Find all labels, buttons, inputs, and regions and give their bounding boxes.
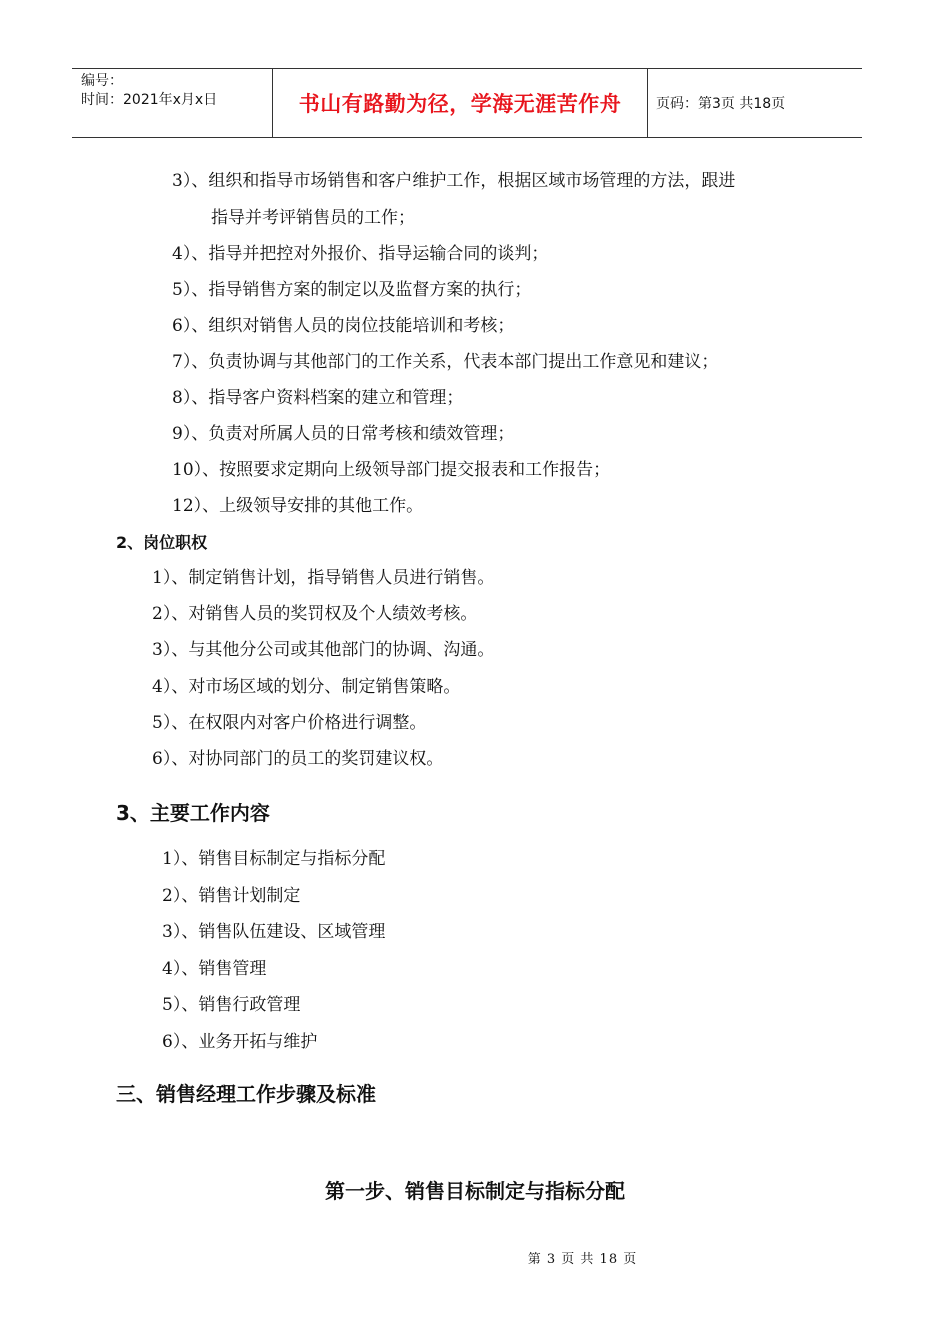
duty-item-7: 7）、负责协调与其他部门的工作关系，代表本部门提出工作意见和建议； xyxy=(172,352,719,372)
number-label: 编号： xyxy=(81,73,123,89)
step-1-heading: 第一步、销售目标制定与指标分配 xyxy=(325,1179,625,1203)
duty-item-3-cont: 指导并考评销售员的工作； xyxy=(211,208,415,228)
authority-item-2: 2）、对销售人员的奖罚权及个人绩效考核。 xyxy=(152,604,478,624)
duty-item-4: 4）、指导并把控对外报价、指导运输合同的谈判； xyxy=(172,244,549,264)
work-item-3: 3）、销售队伍建设、区域管理 xyxy=(162,922,386,942)
section-3-heading: 三、销售经理工作步骤及标准 xyxy=(116,1082,376,1106)
authority-item-6: 6）、对协同部门的员工的奖罚建议权。 xyxy=(152,749,444,769)
duty-item-12: 12）、上级领导安排的其他工作。 xyxy=(172,496,424,516)
authority-item-3: 3）、与其他分公司或其他部门的协调、沟通。 xyxy=(152,640,495,660)
work-item-4: 4）、销售管理 xyxy=(162,959,267,979)
time-label: 时间：2021年x月x日 xyxy=(81,92,218,108)
authority-heading: 2、岗位职权 xyxy=(116,533,208,552)
work-item-1: 1）、销售目标制定与指标分配 xyxy=(162,849,386,869)
authority-item-5: 5）、在权限内对客户价格进行调整。 xyxy=(152,713,427,733)
duty-item-9: 9）、负责对所属人员的日常考核和绩效管理； xyxy=(172,424,515,444)
work-item-2: 2）、销售计划制定 xyxy=(162,886,301,906)
duty-item-10: 10）、按照要求定期向上级领导部门提交报表和工作报告； xyxy=(172,460,611,480)
header-page-info: 页码：第3页 共18页 xyxy=(656,96,786,112)
authority-item-4: 4）、对市场区域的划分、制定销售策略。 xyxy=(152,677,461,697)
duty-item-5: 5）、指导销售方案的制定以及监督方案的执行； xyxy=(172,280,532,300)
duty-item-8: 8）、指导客户资料档案的建立和管理； xyxy=(172,388,464,408)
authority-item-1: 1）、制定销售计划，指导销售人员进行销售。 xyxy=(152,568,495,588)
page-footer xyxy=(0,1248,950,1267)
duty-item-3: 3）、组织和指导市场销售和客户维护工作，根据区域市场管理的方法，跟进 xyxy=(172,171,736,191)
work-item-6: 6）、业务开拓与维护 xyxy=(162,1032,318,1052)
motto: 书山有路勤为径，学海无涯苦作舟 xyxy=(273,69,648,137)
work-heading: 3、主要工作内容 xyxy=(116,801,270,825)
footer-page-number: 第 3 页 共 18 页 xyxy=(527,1252,638,1267)
page-header xyxy=(72,68,862,138)
work-item-5: 5）、销售行政管理 xyxy=(162,995,301,1015)
header-left-cell xyxy=(72,69,273,137)
duty-item-6: 6）、组织对销售人员的岗位技能培训和考核； xyxy=(172,316,515,336)
